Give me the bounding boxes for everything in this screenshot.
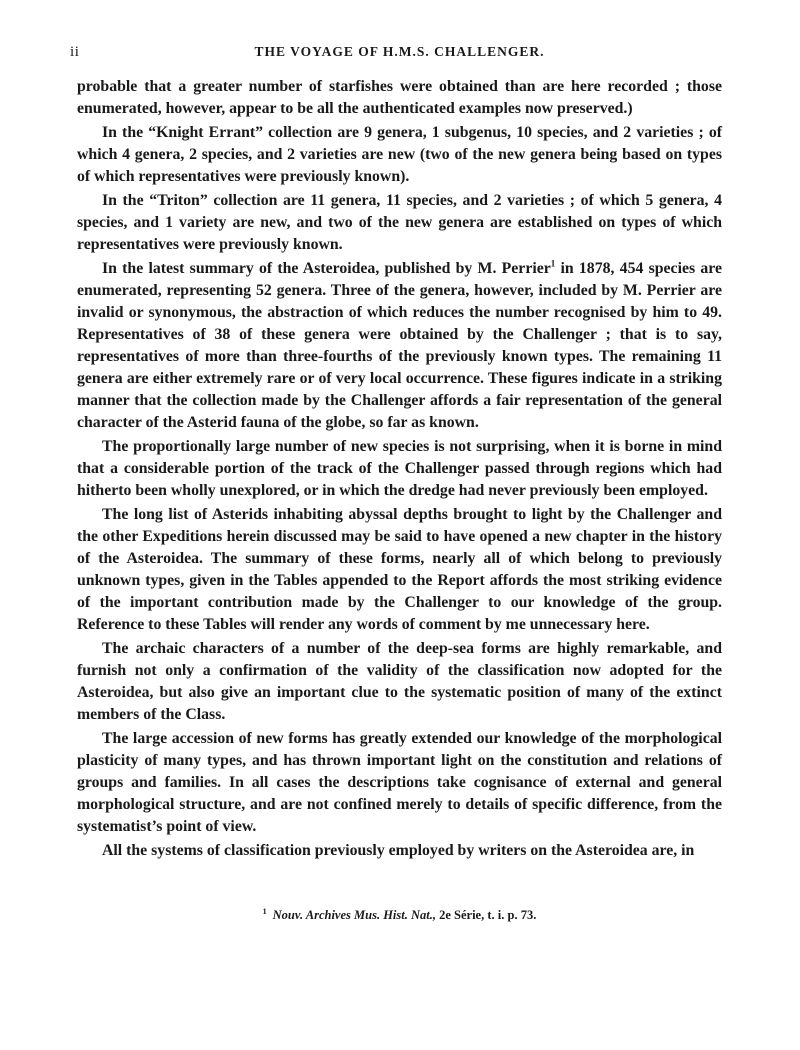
body-text bbox=[77, 76, 722, 864]
paragraph-continued: probable that a greater number of starfishes were obtained than are here recorded ; those enumerated, however, appear to be all the authenticated examples now preserved.) bbox=[77, 78, 722, 117]
paragraph-morphological-plasticity: The large accession of new forms has greatly extended our knowledge of the morphological plasticity of many types, and has thrown important light on the constitution and relations of groups and families. In all cases the descriptions take cognisance of external and general morphological structure, and are not confined merely to details of specific difference, from the systematist’s point of view. bbox=[77, 730, 722, 835]
paragraph-perrier-summary bbox=[77, 258, 722, 434]
paragraph-knight-errant: In the “Knight Errant” collection are 9 genera, 1 subgenus, 10 species, and 2 varieties ; of which 4 genera, 2 species, and 2 varieties are new (two of the new genera being based on types of which representatives were previously known). bbox=[77, 124, 722, 185]
running-title: THE VOYAGE OF H.M.S. CHALLENGER. bbox=[254, 44, 545, 59]
footnote-reference: 1 bbox=[550, 258, 556, 269]
footnote-source-detail: 2e Série, t. i. p. 73. bbox=[435, 908, 537, 923]
paragraph-triton: In the “Triton” collection are 11 genera, 11 species, and 2 varieties ; of which 5 genera, 4 species, and 1 variety are new, and two of the new genera are established on types of which representatives were previously known. bbox=[77, 192, 722, 253]
paragraph-archaic-characters: The archaic characters of a number of the deep-sea forms are highly remarkable, and furnish not only a confirmation of the validity of the classification now adopted for the Asteroidea, but also give an important clue to the systematic position of many of the extinct members of the Class. bbox=[77, 640, 722, 723]
paragraph-perrier-text-end: in 1878, 454 species are enumerated, representing 52 genera. Three of the genera, however, included by M. Perrier are invalid or synonymous, the abstraction of which reduces the number recognised by him to 49. Representatives of 38 of these genera were obtained by the Challenger ; that is to say, representatives of more than three-fourths of the previously known types. The remaining 11 genera are either extremely rare or of very local occurrence. These figures indicate in a striking manner that the collection made by the Challenger affords a fair representation of the general character of the Asterid fauna of the globe, so far as known. bbox=[77, 260, 722, 431]
footnote bbox=[77, 907, 722, 923]
footnote-source-title: Nouv. Archives Mus. Hist. Nat., bbox=[272, 908, 436, 923]
paragraph-abyssal-asterids: The long list of Asterids inhabiting abyssal depths brought to light by the Challenger and the other Expeditions herein discussed may be said to have opened a new chapter in the history of the Asteroidea. The summary of these forms, nearly all of which belong to previously unknown types, given in the Tables appended to the Report affords the most striking evidence of the important contribution made by the Challenger to our knowledge of the group. Reference to these Tables will render any words of comment by me unnecessary here. bbox=[77, 506, 722, 633]
page-header bbox=[70, 44, 722, 66]
paragraph-perrier-text-start: In the latest summary of the Asteroidea, published by M. Perrier bbox=[102, 260, 551, 277]
paragraph-new-species: The proportionally large number of new species is not surprising, when it is borne in mind that a considerable portion of the track of the Challenger passed through regions which had hitherto been wholly unexplored, or in which the dredge had never previously been employed. bbox=[77, 438, 722, 499]
page-number: ii bbox=[70, 44, 80, 60]
footnote-mark: 1 bbox=[262, 907, 267, 916]
paragraph-classification-systems: All the systems of classification previously employed by writers on the Asteroidea are, in bbox=[102, 842, 695, 859]
